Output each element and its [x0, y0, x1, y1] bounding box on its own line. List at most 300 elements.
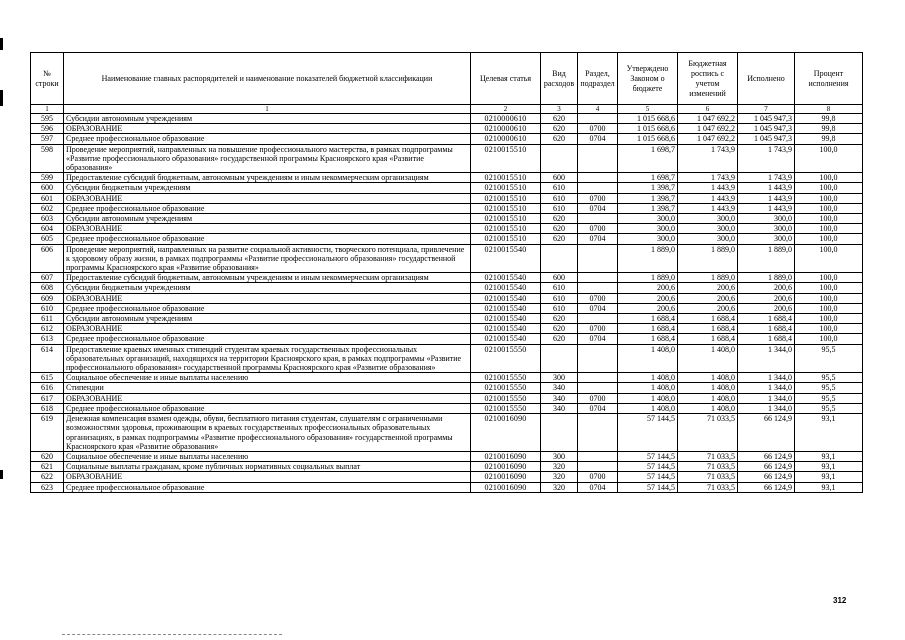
section-code: 0700: [578, 193, 618, 203]
scan-edge-mark: [0, 38, 3, 50]
table-row: [31, 373, 863, 383]
expense-type-code: 620: [541, 214, 578, 224]
row-name: Социальное обеспечение и иные выплаты населению: [64, 373, 471, 383]
row-number: 615: [31, 373, 64, 383]
execution-percent: 95,5: [795, 373, 863, 383]
table-row: [31, 203, 863, 213]
section-code: 0700: [578, 293, 618, 303]
expense-type-code: 620: [541, 124, 578, 134]
schedule-amount: 1 408,0: [678, 403, 738, 413]
execution-percent: 100,0: [795, 273, 863, 283]
target-article-code: 0210015540: [471, 273, 541, 283]
row-number: 600: [31, 183, 64, 193]
schedule-amount: 200,6: [678, 293, 738, 303]
table-row: [31, 144, 863, 173]
approved-amount: 1 688,4: [618, 314, 678, 324]
table-row: [31, 183, 863, 193]
expense-type-code: 610: [541, 293, 578, 303]
row-number: 621: [31, 462, 64, 472]
executed-amount: 1 743,9: [738, 173, 795, 183]
schedule-amount: 300,0: [678, 224, 738, 234]
row-name: Среднее профессиональное образование: [64, 303, 471, 313]
section-code: [578, 244, 618, 273]
table-row: [31, 134, 863, 144]
executed-amount: 1 443,9: [738, 203, 795, 213]
section-code: 0704: [578, 134, 618, 144]
approved-amount: 1 015 668,6: [618, 134, 678, 144]
section-code: 0704: [578, 334, 618, 344]
section-code: [578, 383, 618, 393]
expense-type-code: 320: [541, 472, 578, 482]
header-approved-law: Утверждено Законом о бюджете: [618, 53, 678, 105]
executed-amount: 1 743,9: [738, 144, 795, 173]
expense-type-code: [541, 344, 578, 373]
expense-type-code: 620: [541, 324, 578, 334]
target-article-code: 0210015540: [471, 303, 541, 313]
schedule-amount: 1 743,9: [678, 144, 738, 173]
schedule-amount: 200,6: [678, 283, 738, 293]
row-number: 607: [31, 273, 64, 283]
target-article-code: 0210000610: [471, 114, 541, 124]
approved-amount: 1 889,0: [618, 244, 678, 273]
expense-type-code: 600: [541, 173, 578, 183]
expense-type-code: 610: [541, 193, 578, 203]
execution-percent: 100,0: [795, 334, 863, 344]
expense-type-code: 300: [541, 373, 578, 383]
row-name: Предоставление краевых именных стипендий студентам краевых государственных профессиональных образовательных организаций, находящихся на территории Красноярского края, в рамках подпрограммы «Развитие профессионального образования» государственной программы Красноярского края «Развитие образования»: [64, 344, 471, 373]
section-code: [578, 173, 618, 183]
target-article-code: 0210015510: [471, 224, 541, 234]
executed-amount: 1 045 947,3: [738, 134, 795, 144]
target-article-code: 0210016090: [471, 451, 541, 461]
schedule-amount: 71 033,5: [678, 414, 738, 452]
executed-amount: 66 124,9: [738, 414, 795, 452]
table-row: [31, 414, 863, 452]
row-name: Среднее профессиональное образование: [64, 134, 471, 144]
approved-amount: 300,0: [618, 224, 678, 234]
row-name: Проведение мероприятий, направленных на повышение профессионального мастерства, в рамках подпрограммы «Развитие профессионального образования» государственной программы Красноярского края «Развитие образования»: [64, 144, 471, 173]
schedule-amount: 300,0: [678, 214, 738, 224]
header-section: Раздел, подраздел: [578, 53, 618, 105]
target-article-code: 0210015510: [471, 214, 541, 224]
expense-type-code: 320: [541, 482, 578, 492]
expense-type-code: [541, 144, 578, 173]
column-number: 1: [64, 105, 471, 114]
approved-amount: 1 408,0: [618, 403, 678, 413]
schedule-amount: 200,6: [678, 303, 738, 313]
schedule-amount: 1 889,0: [678, 273, 738, 283]
row-number: 618: [31, 403, 64, 413]
row-name: Предоставление субсидий бюджетным, автономным учреждениям и иным некоммерческим организациям: [64, 173, 471, 183]
section-code: [578, 344, 618, 373]
row-number: 613: [31, 334, 64, 344]
row-number: 595: [31, 114, 64, 124]
schedule-amount: 1 408,0: [678, 383, 738, 393]
executed-amount: 1 045 947,3: [738, 124, 795, 134]
row-name: Среднее профессиональное образование: [64, 203, 471, 213]
target-article-code: 0210015550: [471, 373, 541, 383]
approved-amount: 200,6: [618, 293, 678, 303]
table-header-row: [31, 53, 863, 105]
table-row: [31, 344, 863, 373]
target-article-code: 0210015540: [471, 324, 541, 334]
header-budget-schedule: Бюджетная роспись с учетом изменений: [678, 53, 738, 105]
row-number: 616: [31, 383, 64, 393]
execution-percent: 99,8: [795, 124, 863, 134]
table-row: [31, 303, 863, 313]
row-name: ОБРАЗОВАНИЕ: [64, 124, 471, 134]
schedule-amount: 1 047 692,2: [678, 134, 738, 144]
execution-percent: 100,0: [795, 324, 863, 334]
schedule-amount: 1 047 692,2: [678, 114, 738, 124]
target-article-code: 0210016090: [471, 462, 541, 472]
row-name: Социальное обеспечение и иные выплаты населению: [64, 451, 471, 461]
header-execution-percent: Процент исполнения: [795, 53, 863, 105]
section-code: [578, 214, 618, 224]
executed-amount: 1 443,9: [738, 183, 795, 193]
execution-percent: 93,1: [795, 451, 863, 461]
row-number: 603: [31, 214, 64, 224]
row-number: 620: [31, 451, 64, 461]
row-number: 597: [31, 134, 64, 144]
section-code: [578, 283, 618, 293]
expense-type-code: 620: [541, 224, 578, 234]
schedule-amount: 1 688,4: [678, 324, 738, 334]
execution-percent: 95,5: [795, 393, 863, 403]
execution-percent: 93,1: [795, 482, 863, 492]
section-code: [578, 373, 618, 383]
schedule-amount: 71 033,5: [678, 482, 738, 492]
approved-amount: 1 398,7: [618, 193, 678, 203]
target-article-code: 0210015510: [471, 234, 541, 244]
schedule-amount: 1 047 692,2: [678, 124, 738, 134]
execution-percent: 95,5: [795, 403, 863, 413]
table-row: [31, 451, 863, 461]
target-article-code: 0210015540: [471, 334, 541, 344]
execution-percent: 99,8: [795, 114, 863, 124]
section-code: 0700: [578, 472, 618, 482]
row-name: Субсидии бюджетным учреждениям: [64, 283, 471, 293]
expense-type-code: 340: [541, 403, 578, 413]
execution-percent: 100,0: [795, 214, 863, 224]
approved-amount: 1 408,0: [618, 344, 678, 373]
executed-amount: 200,6: [738, 293, 795, 303]
executed-amount: 1 889,0: [738, 244, 795, 273]
table-row: [31, 214, 863, 224]
expense-type-code: 600: [541, 273, 578, 283]
approved-amount: 57 144,5: [618, 451, 678, 461]
schedule-amount: 300,0: [678, 234, 738, 244]
section-code: 0700: [578, 124, 618, 134]
executed-amount: 300,0: [738, 234, 795, 244]
execution-percent: 100,0: [795, 244, 863, 273]
row-name: Денежная компенсация взамен одежды, обуви, бесплатного питания студентам, слушателям с ограниченными возможностями здоровья, проживающим в краевых государственных профессиональных образовательных организациях, в рамках подпрограммы «Развитие профессионального образования» государственной программы Красноярского края «Развитие образования»: [64, 414, 471, 452]
section-code: [578, 451, 618, 461]
table-row: [31, 393, 863, 403]
approved-amount: 300,0: [618, 234, 678, 244]
approved-amount: 1 408,0: [618, 383, 678, 393]
schedule-amount: 1 408,0: [678, 393, 738, 403]
section-code: 0704: [578, 403, 618, 413]
execution-percent: 100,0: [795, 314, 863, 324]
target-article-code: 0210016090: [471, 482, 541, 492]
approved-amount: 1 408,0: [618, 393, 678, 403]
section-code: [578, 114, 618, 124]
approved-amount: 300,0: [618, 214, 678, 224]
approved-amount: 57 144,5: [618, 472, 678, 482]
target-article-code: 0210015540: [471, 314, 541, 324]
approved-amount: 1 698,7: [618, 173, 678, 183]
row-number: 598: [31, 144, 64, 173]
table-row: [31, 114, 863, 124]
row-number: 611: [31, 314, 64, 324]
column-number: 4: [578, 105, 618, 114]
execution-percent: 100,0: [795, 293, 863, 303]
scan-edge-mark: [0, 90, 3, 106]
section-code: [578, 314, 618, 324]
schedule-amount: 1 688,4: [678, 314, 738, 324]
schedule-amount: 1 743,9: [678, 173, 738, 183]
row-number: 605: [31, 234, 64, 244]
executed-amount: 66 124,9: [738, 451, 795, 461]
section-code: 0704: [578, 203, 618, 213]
table-row: [31, 314, 863, 324]
section-code: 0704: [578, 303, 618, 313]
row-name: Субсидии автономным учреждениям: [64, 314, 471, 324]
table-row: [31, 273, 863, 283]
expense-type-code: 620: [541, 314, 578, 324]
table-row: [31, 224, 863, 234]
executed-amount: 1 344,0: [738, 344, 795, 373]
executed-amount: 1 344,0: [738, 373, 795, 383]
approved-amount: 1 889,0: [618, 273, 678, 283]
row-number: 612: [31, 324, 64, 334]
approved-amount: 1 688,4: [618, 324, 678, 334]
target-article-code: 0210015550: [471, 344, 541, 373]
row-number: 606: [31, 244, 64, 273]
row-number: 623: [31, 482, 64, 492]
header-target-article: Целевая статья: [471, 53, 541, 105]
row-name: ОБРАЗОВАНИЕ: [64, 393, 471, 403]
column-number: 2: [471, 105, 541, 114]
column-number: 7: [738, 105, 795, 114]
approved-amount: 1 698,7: [618, 144, 678, 173]
table-row: [31, 383, 863, 393]
section-code: [578, 273, 618, 283]
row-number: 602: [31, 203, 64, 213]
execution-percent: 95,5: [795, 383, 863, 393]
approved-amount: 200,6: [618, 283, 678, 293]
execution-percent: 99,8: [795, 134, 863, 144]
row-name: Субсидии автономным учреждениям: [64, 214, 471, 224]
row-name: Проведение мероприятий, направленных на развитие социальной активности, творческого потенциала, привлечение к здоровому образу жизни, в рамках подпрограммы «Развитие профессионального образования» государственной программы Красноярского края «Развитие образования»: [64, 244, 471, 273]
executed-amount: 1 688,4: [738, 314, 795, 324]
schedule-amount: 71 033,5: [678, 472, 738, 482]
table-row: [31, 244, 863, 273]
column-number: 5: [618, 105, 678, 114]
execution-percent: 100,0: [795, 283, 863, 293]
section-code: 0704: [578, 234, 618, 244]
target-article-code: 0210016090: [471, 472, 541, 482]
row-name: Среднее профессиональное образование: [64, 482, 471, 492]
execution-percent: 93,1: [795, 414, 863, 452]
approved-amount: 1 408,0: [618, 373, 678, 383]
execution-percent: 100,0: [795, 234, 863, 244]
row-number: 601: [31, 193, 64, 203]
executed-amount: 200,6: [738, 303, 795, 313]
execution-percent: 100,0: [795, 303, 863, 313]
table-row: [31, 193, 863, 203]
approved-amount: 1 398,7: [618, 183, 678, 193]
execution-percent: 100,0: [795, 183, 863, 193]
row-name: Субсидии бюджетным учреждениям: [64, 183, 471, 193]
target-article-code: 0210015510: [471, 203, 541, 213]
section-code: [578, 462, 618, 472]
schedule-amount: 1 443,9: [678, 193, 738, 203]
row-name: ОБРАЗОВАНИЕ: [64, 224, 471, 234]
target-article-code: 0210015550: [471, 383, 541, 393]
row-number: 622: [31, 472, 64, 482]
execution-percent: 100,0: [795, 173, 863, 183]
approved-amount: 57 144,5: [618, 482, 678, 492]
table-row: [31, 462, 863, 472]
row-name: Предоставление субсидий бюджетным, автономным учреждениям и иным некоммерческим организациям: [64, 273, 471, 283]
section-code: [578, 183, 618, 193]
table-row: [31, 293, 863, 303]
row-name: Социальные выплаты гражданам, кроме публичных нормативных социальных выплат: [64, 462, 471, 472]
table-row: [31, 234, 863, 244]
row-number: 596: [31, 124, 64, 134]
execution-percent: 93,1: [795, 472, 863, 482]
executed-amount: 1 688,4: [738, 324, 795, 334]
executed-amount: 1 344,0: [738, 403, 795, 413]
target-article-code: 0210015510: [471, 183, 541, 193]
executed-amount: 66 124,9: [738, 472, 795, 482]
row-name: Субсидии автономным учреждениям: [64, 114, 471, 124]
approved-amount: 200,6: [618, 303, 678, 313]
execution-percent: 100,0: [795, 203, 863, 213]
page-number: 312: [833, 596, 847, 605]
header-executed: Исполнено: [738, 53, 795, 105]
row-name: Среднее профессиональное образование: [64, 403, 471, 413]
section-code: [578, 414, 618, 452]
table-row: [31, 403, 863, 413]
target-article-code: 0210016090: [471, 414, 541, 452]
target-article-code: 0210015540: [471, 244, 541, 273]
header-row-number: № строки: [31, 53, 64, 105]
target-article-code: 0210015540: [471, 283, 541, 293]
executed-amount: 66 124,9: [738, 482, 795, 492]
executed-amount: 1 889,0: [738, 273, 795, 283]
column-number: 6: [678, 105, 738, 114]
executed-amount: 300,0: [738, 224, 795, 234]
column-number: 3: [541, 105, 578, 114]
header-name: Наименование главных распорядителей и наименование показателей бюджетной классификации: [64, 53, 471, 105]
executed-amount: 1 443,9: [738, 193, 795, 203]
executed-amount: 200,6: [738, 283, 795, 293]
column-number: 8: [795, 105, 863, 114]
section-code: 0700: [578, 224, 618, 234]
target-article-code: 0210000610: [471, 124, 541, 134]
table-row: [31, 283, 863, 293]
row-number: 610: [31, 303, 64, 313]
section-code: 0704: [578, 482, 618, 492]
column-number: 1: [31, 105, 64, 114]
target-article-code: 0210000610: [471, 134, 541, 144]
executed-amount: 300,0: [738, 214, 795, 224]
row-name: Среднее профессиональное образование: [64, 234, 471, 244]
executed-amount: 1 344,0: [738, 393, 795, 403]
schedule-amount: 1 443,9: [678, 183, 738, 193]
schedule-amount: 1 443,9: [678, 203, 738, 213]
expense-type-code: 300: [541, 451, 578, 461]
execution-percent: 93,1: [795, 462, 863, 472]
target-article-code: 0210015540: [471, 293, 541, 303]
row-name: ОБРАЗОВАНИЕ: [64, 293, 471, 303]
table-row: [31, 334, 863, 344]
row-name: Стипендии: [64, 383, 471, 393]
section-code: 0700: [578, 393, 618, 403]
executed-amount: 1 045 947,3: [738, 114, 795, 124]
approved-amount: 57 144,5: [618, 414, 678, 452]
expense-type-code: 610: [541, 303, 578, 313]
executed-amount: 1 344,0: [738, 383, 795, 393]
footer-rule: [62, 634, 282, 635]
schedule-amount: 1 408,0: [678, 344, 738, 373]
expense-type-code: 620: [541, 334, 578, 344]
table-row: [31, 472, 863, 482]
scan-edge-mark: [0, 470, 3, 479]
target-article-code: 0210015550: [471, 403, 541, 413]
schedule-amount: 71 033,5: [678, 462, 738, 472]
table-body: [31, 114, 863, 493]
execution-percent: 100,0: [795, 193, 863, 203]
table-row: [31, 173, 863, 183]
target-article-code: 0210015510: [471, 173, 541, 183]
row-number: 614: [31, 344, 64, 373]
approved-amount: 1 015 668,6: [618, 114, 678, 124]
expense-type-code: [541, 414, 578, 452]
expense-type-code: 610: [541, 203, 578, 213]
target-article-code: 0210015510: [471, 193, 541, 203]
expense-type-code: [541, 244, 578, 273]
schedule-amount: 1 889,0: [678, 244, 738, 273]
expense-type-code: 620: [541, 234, 578, 244]
executed-amount: 1 688,4: [738, 334, 795, 344]
approved-amount: 1 688,4: [618, 334, 678, 344]
schedule-amount: 1 688,4: [678, 334, 738, 344]
row-name: Среднее профессиональное образование: [64, 334, 471, 344]
table-row: [31, 482, 863, 492]
row-number: 619: [31, 414, 64, 452]
row-name: ОБРАЗОВАНИЕ: [64, 472, 471, 482]
header-expense-type: Вид расходов: [541, 53, 578, 105]
expense-type-code: 340: [541, 383, 578, 393]
expense-type-code: 620: [541, 134, 578, 144]
row-number: 617: [31, 393, 64, 403]
section-code: [578, 144, 618, 173]
row-name: ОБРАЗОВАНИЕ: [64, 324, 471, 334]
execution-percent: 95,5: [795, 344, 863, 373]
table-row: [31, 124, 863, 134]
target-article-code: 0210015550: [471, 393, 541, 403]
section-code: 0700: [578, 324, 618, 334]
expense-type-code: 620: [541, 114, 578, 124]
schedule-amount: 71 033,5: [678, 451, 738, 461]
expense-type-code: 610: [541, 183, 578, 193]
column-number-row: [31, 105, 863, 114]
expense-type-code: 320: [541, 462, 578, 472]
